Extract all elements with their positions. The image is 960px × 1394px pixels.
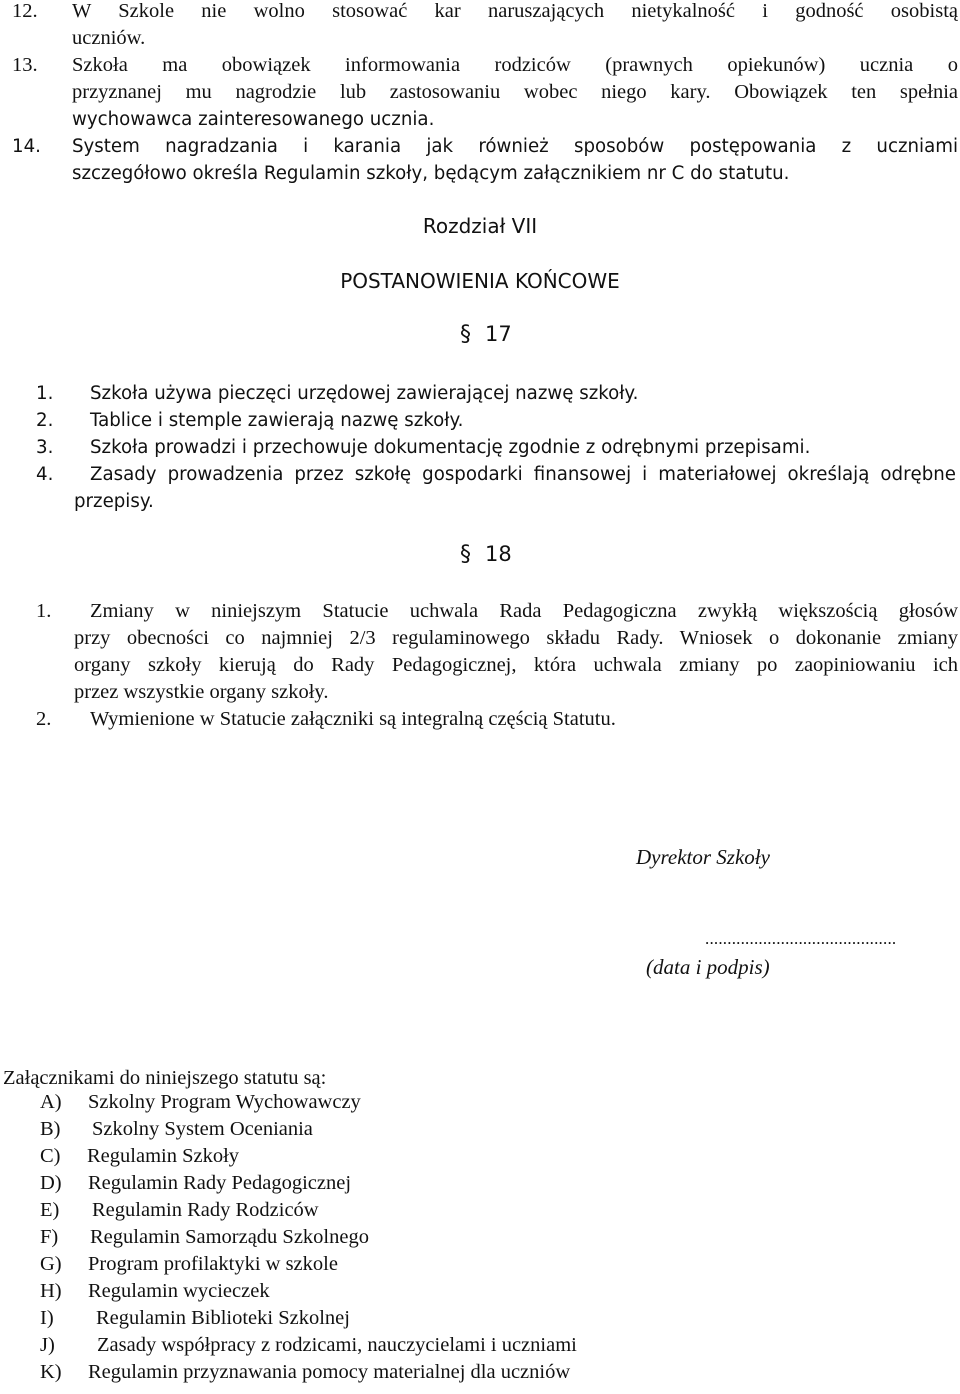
attachment-label: Regulamin Rady Pedagogicznej <box>88 1172 352 1194</box>
section-17-heading <box>460 322 512 347</box>
item-text-line: Tablice i stemple zawierają nazwę szkoły. <box>90 410 464 431</box>
item-text-line: szczegółowo określa Regulamin szkoły, będącym załącznikiem nr C do statutu. <box>72 163 790 184</box>
section-18-heading <box>460 542 512 567</box>
attachment-label: Regulamin Szkoły <box>87 1145 240 1167</box>
item-text-line: przez wszystkie organy szkoły. <box>74 681 329 703</box>
attachment-letter: I) <box>40 1307 54 1329</box>
item-number: 3. <box>36 437 54 458</box>
item-number: 2. <box>36 708 52 730</box>
section-number: 17 <box>485 322 512 346</box>
item-text-line: Szkoła ma obowiązek informowania rodziców (prawnych opiekunów) ucznia o <box>72 54 958 76</box>
attachments-title: Załącznikami do niniejszego statutu są: <box>3 1067 327 1089</box>
attachment-letter: H) <box>40 1280 62 1302</box>
attachment-letter: J) <box>40 1334 55 1356</box>
section-symbol: § <box>460 542 471 567</box>
attachment-label: Regulamin przyznawania pomocy materialnej dla uczniów <box>88 1361 571 1383</box>
attachment-letter: E) <box>40 1199 60 1221</box>
section-symbol: § <box>460 322 471 347</box>
attachment-label: Zasady współpracy z rodzicami, nauczycielami i uczniami <box>97 1334 577 1356</box>
attachment-label: Program profilaktyki w szkole <box>88 1253 338 1275</box>
section-number: 18 <box>485 542 512 566</box>
item-number: 4. <box>36 464 54 485</box>
item-number: 2. <box>36 410 54 431</box>
attachment-label: Szkolny Program Wychowawczy <box>88 1091 361 1113</box>
attachment-label: Regulamin Samorządu Szkolnego <box>90 1226 369 1248</box>
signature-title: Dyrektor Szkoły <box>636 845 770 869</box>
signature-note: (data i podpis) <box>646 955 770 979</box>
item-text-line: System nagradzania i karania jak również sposobów postępowania z uczniami <box>72 136 958 157</box>
item-number: 13. <box>12 54 38 76</box>
chapter-title: Rozdział VII <box>422 214 538 238</box>
attachment-label: Regulamin Rady Rodziców <box>92 1199 319 1221</box>
item-number: 14. <box>12 136 41 157</box>
attachment-letter: B) <box>40 1118 61 1140</box>
attachment-letter: K) <box>40 1361 62 1383</box>
attachment-letter: C) <box>40 1145 61 1167</box>
item-text-line: Zmiany w niniejszym Statucie uchwala Rada Pedagogiczna zwykłą większością głosów <box>90 600 958 622</box>
item-text-line: Zasady prowadzenia przez szkołę gospodarki finansowej i materiałowej określają odrębne <box>90 464 956 485</box>
item-number: 12. <box>12 0 38 22</box>
item-text-line: Szkoła używa pieczęci urzędowej zawierającej nazwę szkoły. <box>90 383 639 404</box>
attachment-letter: A) <box>40 1091 62 1113</box>
item-text-line: przyznanej mu nagrodzie lub zastosowaniu wobec niego kary. Obowiązek ten spełnia <box>72 81 958 103</box>
item-text-line: organy szkoły kierują do Rady Pedagogicznej, która uchwala zmiany po zaopiniowaniu ich <box>74 654 958 676</box>
item-text-line: wychowawca zainteresowanego ucznia. <box>72 109 435 130</box>
item-number: 1. <box>36 383 54 404</box>
item-text-line: Wymienione w Statucie załączniki są integralną częścią Statutu. <box>90 708 616 730</box>
attachment-label: Szkolny System Oceniania <box>92 1118 313 1140</box>
item-text-line: Szkoła prowadzi i przechowuje dokumentację zgodnie z odrębnymi przepisami. <box>90 437 811 458</box>
attachment-letter: F) <box>40 1226 59 1248</box>
item-text-line: przy obecności co najmniej 2/3 regulaminowego składu Rady. Wniosek o dokonanie zmiany <box>74 627 958 649</box>
item-text-line: uczniów. <box>72 27 146 49</box>
item-text-line: W Szkole nie wolno stosować kar naruszających nietykalność i godność osobistą <box>72 0 958 22</box>
attachment-letter: G) <box>40 1253 62 1275</box>
item-text-line: przepisy. <box>74 491 154 512</box>
chapter-subtitle: POSTANOWIENIA KOŃCOWE <box>340 269 620 293</box>
attachment-label: Regulamin Biblioteki Szkolnej <box>96 1307 350 1329</box>
item-number: 1. <box>36 600 52 622</box>
attachment-letter: D) <box>40 1172 62 1194</box>
signature-line: ........................................... <box>705 929 897 948</box>
attachment-label: Regulamin wycieczek <box>88 1280 270 1302</box>
